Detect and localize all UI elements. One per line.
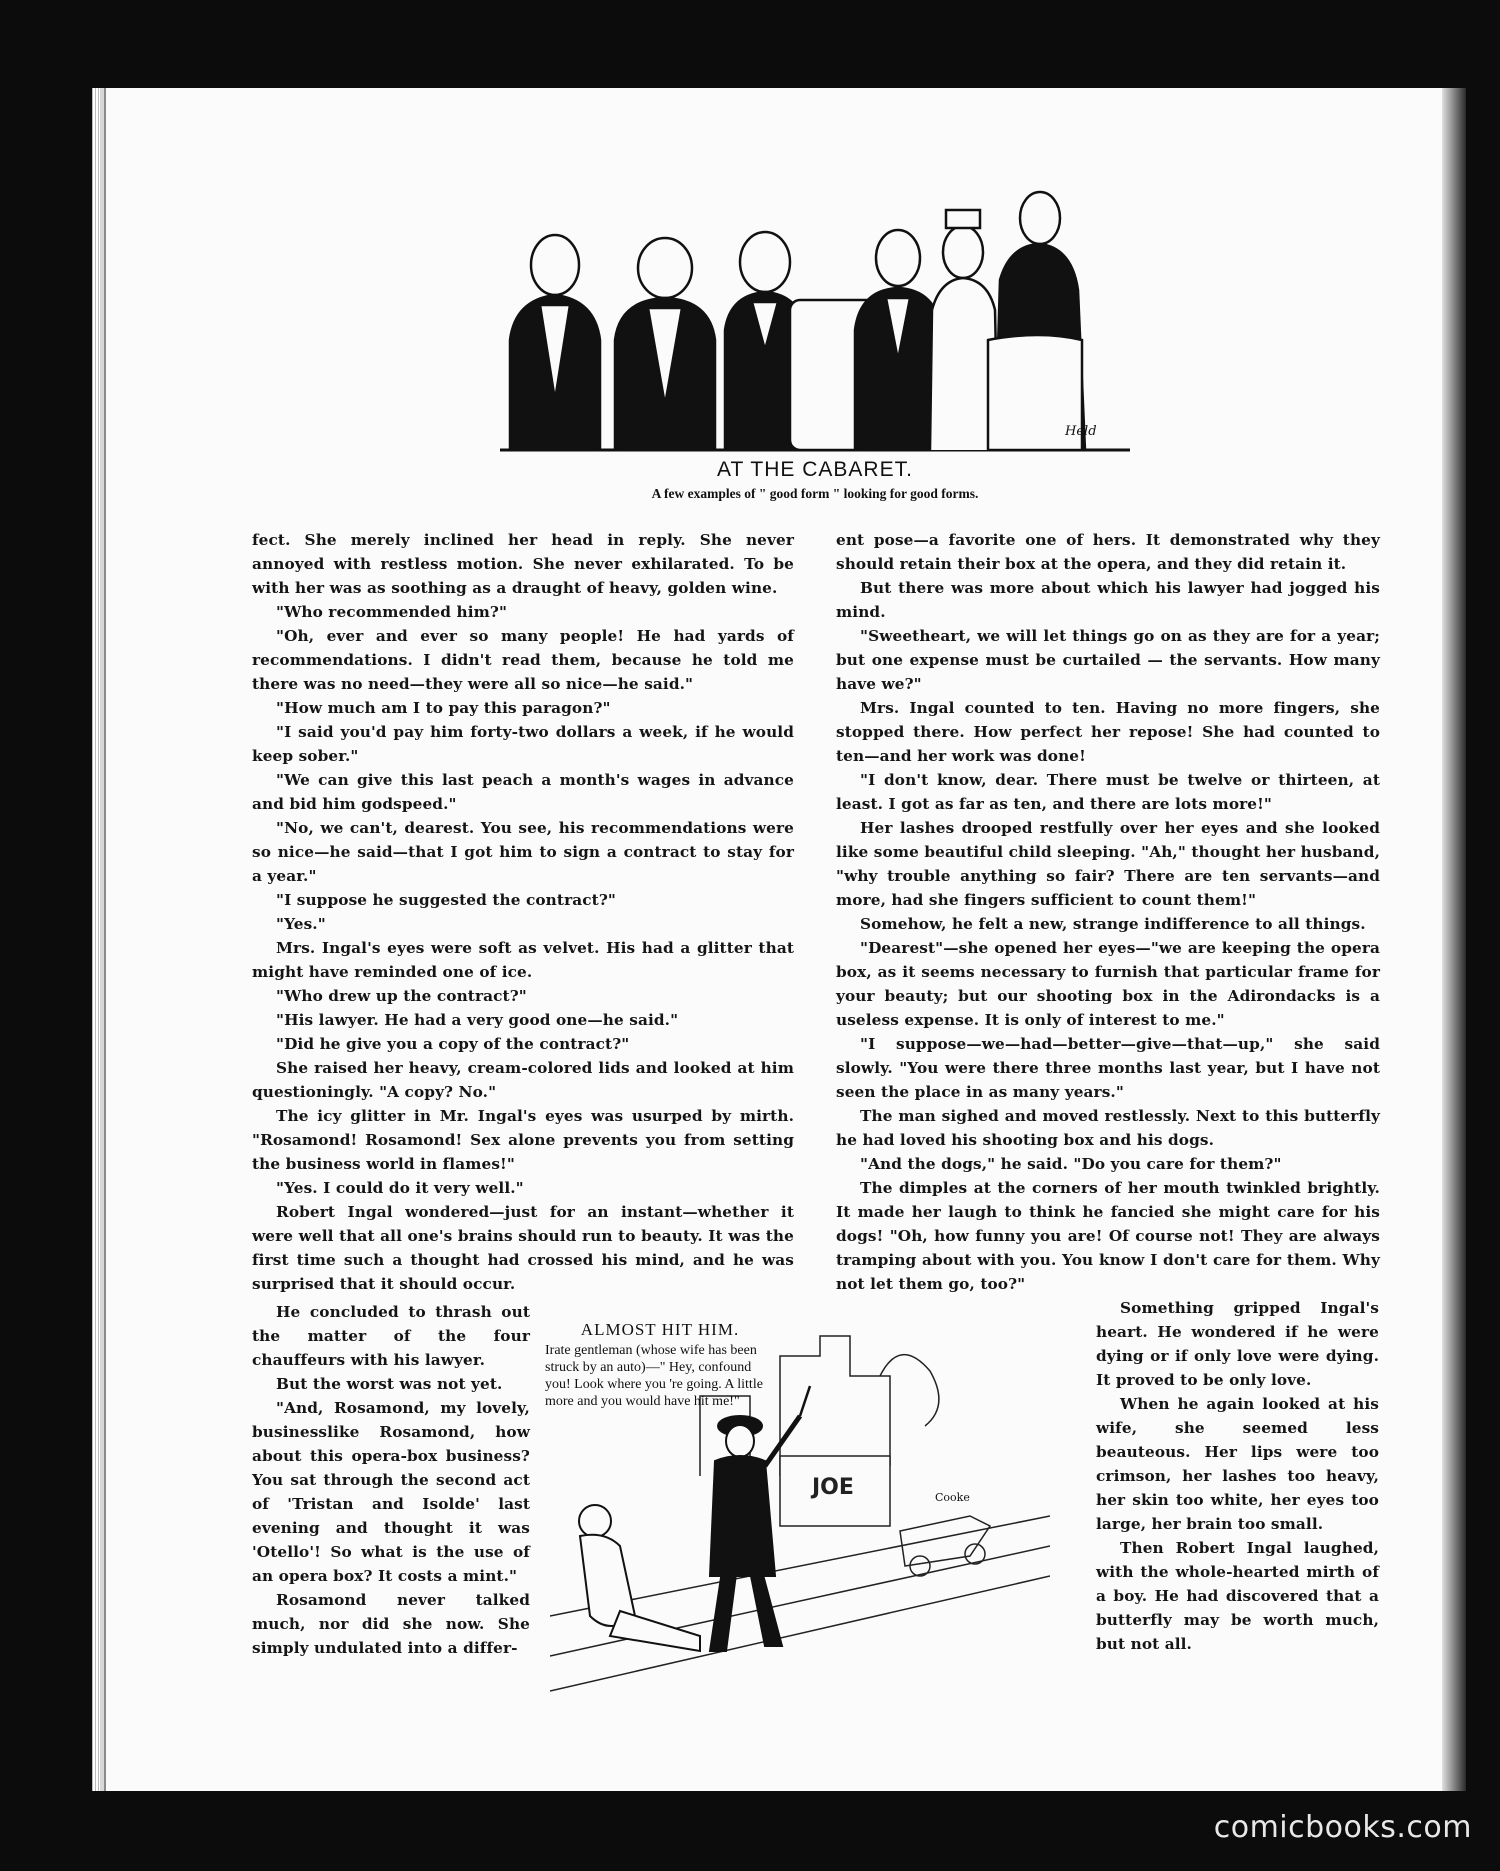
- paragraph: "Dearest"—she opened her eyes—"we are keeping the opera box, as it seems necessary to furnish that particular frame for your beauty; but our shooting box in the Adirondacks is a useless expense. It is only of interest to me.": [836, 939, 1380, 1029]
- cartoon-signature: Cooke: [935, 1491, 970, 1504]
- cabaret-cartoon: [500, 190, 1130, 452]
- paragraph: Somehow, he felt a new, strange indifference to all things.: [860, 915, 1366, 933]
- paragraph: When he again looked at his wife, she seemed less beauteous. Her lips were too crimson, her lashes too heavy, her skin too white, her eyes too large, her brain too small.: [1096, 1395, 1379, 1533]
- text-column-left: [252, 528, 794, 1296]
- paragraph: "Sweetheart, we will let things go on as they are for a year; but one expense must be curtailed — the servants. How many have we?": [836, 627, 1380, 693]
- paragraph: Mrs. Ingal's eyes were soft as velvet. His had a glitter that might have reminded one of ice.: [252, 939, 794, 981]
- paragraph: Something gripped Ingal's heart. He wondered if he were dying or if only love were dying. It proved to be only love.: [1096, 1299, 1379, 1389]
- page-edge: [92, 88, 100, 1791]
- paragraph: "Yes. I could do it very well.": [276, 1179, 524, 1197]
- paragraph: The man sighed and moved restlessly. Next to this butterfly he had loved his shooting box and his dogs.: [836, 1107, 1380, 1149]
- site-watermark: comicbooks.com: [1213, 1810, 1472, 1845]
- paragraph: "Who recommended him?": [276, 603, 508, 621]
- paragraph: "His lawyer. He had a very good one—he said.": [276, 1011, 679, 1029]
- fallen-wife: [579, 1505, 700, 1651]
- paragraph: But the worst was not yet.: [276, 1375, 503, 1393]
- paragraph: "And, Rosamond, my lovely, businesslike Rosamond, how about this opera-box business? You sat through the second act of 'Tristan and Isolde' last evening and thought it was 'Otello'! So what is the use of an opera box? It costs a mint.": [252, 1399, 530, 1585]
- paragraph: "Yes.": [276, 915, 326, 933]
- cartoon-subtitle: A few examples of " good form " looking for good forms.: [651, 486, 979, 501]
- paragraph: "I suppose he suggested the contract?": [276, 891, 616, 909]
- paragraph: "Oh, ever and ever so many people! He had yards of recommendations. I didn't read them, because he told me there was no need—they were all so nice—he said.": [252, 627, 794, 693]
- paragraph: "I don't know, dear. There must be twelve or thirteen, at least. I got as far as ten, and there are lots more!": [836, 771, 1380, 813]
- cartoon-figure: [988, 192, 1085, 450]
- paragraph: Mrs. Ingal counted to ten. Having no more fingers, she stopped there. How perfect her repose! She had counted to ten—and her work was done!: [836, 699, 1380, 765]
- paragraph: "No, we can't, dearest. You see, his recommendations were so nice—he said—that I got him to sign a contract to stay for a year.": [252, 819, 794, 885]
- paragraph: Her lashes drooped restfully over her eyes and she looked like some beautiful child sleeping. "Ah," thought her husband, "why trouble anything so fair? There are ten servants—and more, had she fingers sufficient to count them!": [836, 819, 1380, 909]
- paragraph: The dimples at the corners of her mouth twinkled brightly. It made her laugh to think he fancied she might care for his dogs! "Oh, how funny you are! Of course not! They are always tramping about with you. You know I don't care for them. Why not let them go, too?": [836, 1179, 1380, 1293]
- text-column-lower-right: [1096, 1296, 1379, 1656]
- paragraph: He concluded to thrash out the matter of the four chauffeurs with his lawyer.: [252, 1303, 530, 1369]
- text-column-lower-left: [252, 1300, 530, 1660]
- paragraph: But there was more about which his lawyer had jogged his mind.: [836, 579, 1380, 621]
- cartoon-figure: [510, 235, 600, 450]
- cartoon-figure: [855, 230, 941, 450]
- inset-caption: [545, 1320, 775, 1410]
- paragraph: "How much am I to pay this paragon?": [276, 699, 611, 717]
- paragraph: "Who drew up the contract?": [276, 987, 527, 1005]
- paragraph: The icy glitter in Mr. Ingal's eyes was usurped by mirth. "Rosamond! Rosamond! Sex alone prevents you from setting the business world in flames!": [252, 1107, 794, 1173]
- paragraph: Rosamond never talked much, nor did she now. She simply undulated into a differ-: [252, 1591, 530, 1657]
- cartoon-signature: Held: [1065, 424, 1097, 439]
- paragraph: "Did he give you a copy of the contract?": [276, 1035, 630, 1053]
- paragraph: "I suppose—we—had—better—give—that—up," she said slowly. "You were there three months last year, but I have not seen the place in as many years.": [836, 1035, 1380, 1101]
- cartoon-figure: [615, 238, 715, 450]
- paragraph: fect. She merely inclined her head in reply. She never annoyed with restless motion. She never exhilarated. To be with her was as soothing as a draught of heavy, golden wine.: [252, 531, 794, 597]
- paragraph: "I said you'd pay him forty-two dollars a week, if he would keep sober.": [252, 723, 794, 765]
- inset-title: ALMOST HIT HIM.: [580, 1320, 740, 1339]
- paragraph: Robert Ingal wondered—just for an instant—whether it were well that all one's brains should run to beauty. It was the first time such a thought had crossed his mind, and he was surprised that it should occur.: [252, 1203, 794, 1293]
- sign-text: JOE: [812, 1475, 854, 1500]
- paragraph: ent pose—a favorite one of hers. It demonstrated why they should retain their box at the opera, and they did retain it.: [836, 531, 1380, 573]
- paragraph: "We can give this last peach a month's wages in advance and bid him godspeed.": [252, 771, 794, 813]
- paragraph: "And the dogs," he said. "Do you care for them?": [860, 1155, 1282, 1173]
- cartoon-title: AT THE CABARET.: [717, 458, 913, 481]
- inset-caption-text: Irate gentleman (whose wife has been struck by an auto)—" Hey, confound you! Look where you 're going. A little more and you would have hit me!": [545, 1343, 763, 1409]
- paragraph: Then Robert Ingal laughed, with the whole-hearted mirth of a boy. He had discovered that a butterfly may be worth much, but not all.: [1096, 1539, 1379, 1653]
- text-column-right: [836, 528, 1380, 1296]
- paragraph: She raised her heavy, cream-colored lids and looked at him questioningly. "A copy? No.": [252, 1059, 794, 1101]
